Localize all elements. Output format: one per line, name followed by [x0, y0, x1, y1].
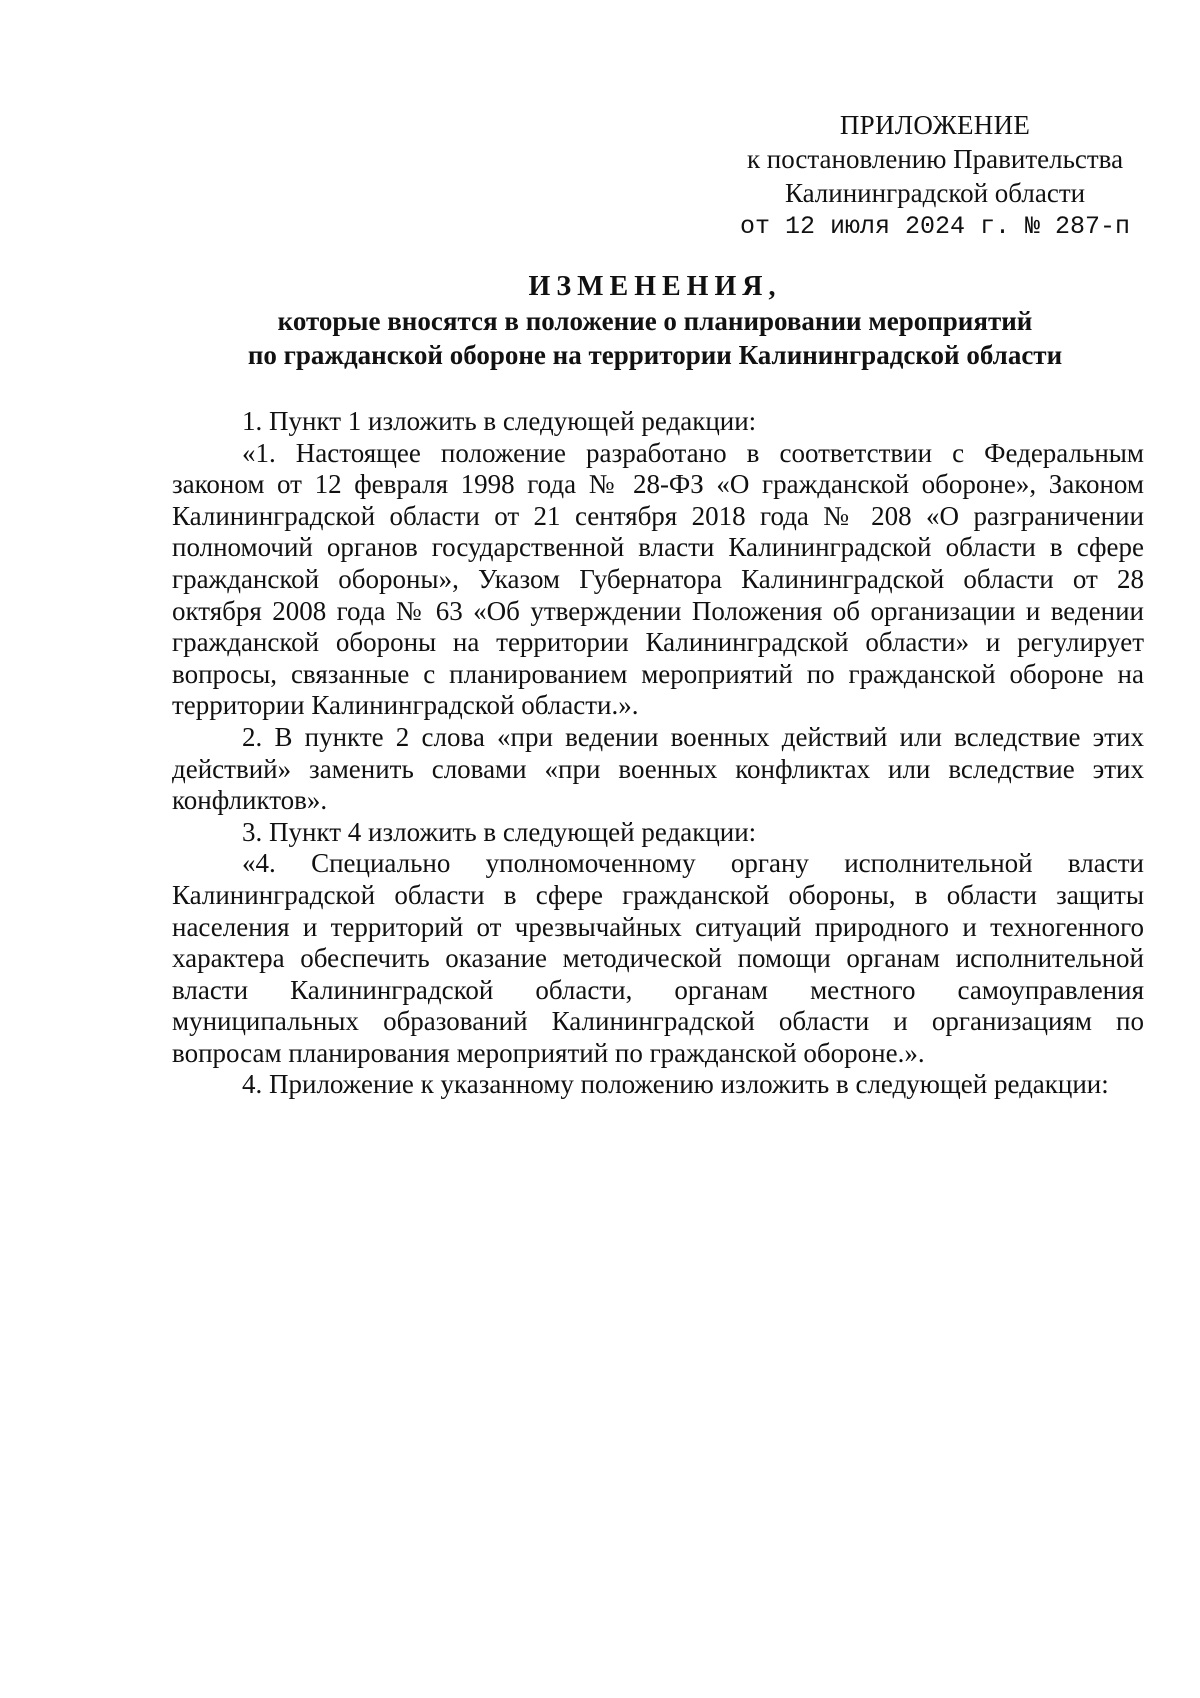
appendix-title: ПРИЛОЖЕНИЕ	[839, 110, 1031, 140]
document-heading	[170, 270, 1140, 372]
document-subtitle-line-2: по гражданской обороне на территории Калининградской области	[247, 340, 1063, 370]
document-title: ИЗМЕНЕНИЯ,	[528, 271, 782, 302]
paragraph-item-1-text: «1. Настоящее положение разработано в соответствии с Федеральным законом от 12 февраля 1998 года № 28-ФЗ «О гражданской обороне», Законом Калининградской области от 21 сентября 2018 года № 208 «О разграничении полномочий органов государственной власти Калининградской области в сфере гражданской обороны», Указом Губернатора Калининградской области от 28 октября 2008 года № 63 «Об утверждении Положения об организации и ведении гражданской обороны на территории Калининградской области» и регулирует вопросы, связанные с планированием мероприятий по гражданской обороне на территории Калининградской области.».	[172, 437, 1144, 721]
paragraph-item-3-text: «4. Специально уполномоченному органу исполнительной власти Калининградской области в сфере гражданской обороны, в области защиты населения и территорий от чрезвычайных ситуаций природного и техногенного характера обеспечить оказание методической помощи органам исполнительной власти Калининградской области, органам местного самоуправления муниципальных образований Калининградской области и организациям по вопросам планирования мероприятий по гражданской обороне.».	[172, 848, 1144, 1068]
appendix-region-line: Калининградской области	[784, 178, 1086, 208]
paragraph-item-3: 3. Пункт 4 изложить в следующей редакции:	[242, 816, 757, 847]
paragraph-item-4: 4. Приложение к указанному положению изложить в следующей редакции:	[242, 1069, 1109, 1100]
appendix-date-number: от 12 июля 2024 г. № 287-п	[739, 212, 1131, 241]
paragraph-item-2: 2. В пункте 2 слова «при ведении военных действий или вследствие этих действий» заменить словами «при военных конфликтах или вследствие этих конфликтов».	[172, 721, 1144, 816]
document-body	[172, 406, 1144, 1101]
appendix-resolution-line: к постановлению Правительства	[746, 144, 1124, 174]
document-subtitle-line-1: которые вносятся в положение о планировании мероприятий	[277, 306, 1033, 336]
paragraph-item-1: 1. Пункт 1 изложить в следующей редакции:	[242, 406, 757, 436]
appendix-header	[700, 108, 1170, 244]
